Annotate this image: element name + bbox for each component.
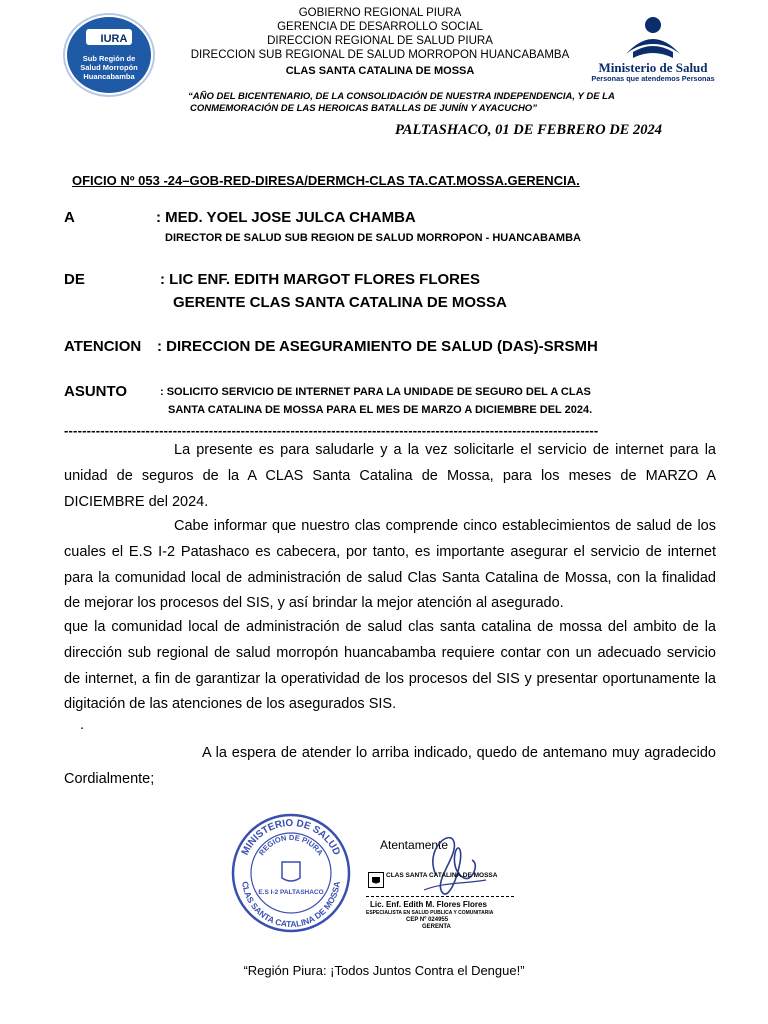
- place-date: PALTASHACO, 01 DE FEBRERO DE 2024: [395, 122, 662, 138]
- closing-text: Atentamente: [380, 838, 449, 852]
- stamp-bottom-text: CLAS SANTA CATALINA DE MOSSA: [240, 880, 342, 930]
- from-role: GERENTE CLAS SANTA CATALINA DE MOSSA: [173, 294, 507, 311]
- attention-label: ATENCION: [64, 338, 142, 355]
- header-line-1: GOBIERNO REGIONAL PIURA: [298, 7, 462, 19]
- signer-cep: CEP Nº 024955: [406, 917, 449, 923]
- stamp-mid-text: REGION DE PIURA: [257, 832, 325, 858]
- header-line-3: DIRECCION REGIONAL DE SALUD PIURA: [267, 35, 493, 47]
- svg-text:CLAS SANTA CATALINA DE MOSSA: [240, 881, 342, 929]
- svg-text:REGION DE PIURA: [257, 833, 325, 858]
- header-line-4: DIRECCION SUB REGIONAL DE SALUD MORROPON HUANCABAMBA: [190, 49, 570, 61]
- subject-label: ASUNTO: [64, 383, 128, 400]
- oficio-number: OFICIO Nº 053 -24–GOB-RED-DIRESA/DERMCH-CLAS TA.CAT.MOSSA.GERENCIA.: [72, 173, 580, 188]
- to-name: : MED. YOEL JOSE JULCA CHAMBA: [156, 209, 416, 226]
- to-role: DIRECTOR DE SALUD SUB REGION DE SALUD MORROPON - HUANCABAMBA: [165, 232, 581, 244]
- body-dot: .: [80, 717, 85, 733]
- body-paragraph-3: que la comunidad local de administración de salud clas santa catalina de mossa del ambito de la dirección sub regional de salud morropón huancabamba requiere contar con un adecuado servicio de internet, a fin de garantizar la operatividad de los procesos del SIS y presentar oportunamente la digitación de las atenciones de los asegurados SIS.: [64, 619, 716, 713]
- year-motto-line-2: CONMEMORACIÓN DE LAS HEROICAS BATALLAS DE JUNÍN Y AYACUCHO”: [190, 103, 537, 114]
- attention-value: : DIRECCION DE ASEGURAMIENTO DE SALUD (DAS)-SRSMH: [157, 338, 598, 355]
- logo-line-1: Sub Región de: [82, 54, 136, 63]
- stamp-top-text: MINISTERIO DE SALUD: [239, 817, 343, 858]
- stamp-center-text: E.S I-2 PALTASHACO: [258, 889, 324, 896]
- stamp-mini-emblem: [368, 872, 384, 888]
- body-paragraph-4: A la espera de atender lo arriba indicado, quedo de antemano muy agradecido Cordialmente;: [64, 745, 716, 787]
- separator-line: ----------------------------------------------------------------------------------------------------------------------: [64, 423, 599, 438]
- signer-role: GERENTA: [422, 924, 451, 930]
- signature-block: [364, 820, 514, 940]
- stamp-clas-title: CLAS SANTA CATALINA DE MOSSA: [386, 872, 498, 879]
- emblem-icon: [369, 873, 383, 887]
- logo-line-3: Huancabamba: [83, 72, 135, 81]
- signer-name: Lic. Enf. Edith M. Flores Flores: [370, 900, 487, 909]
- ministerio-title: Ministerio de Salud: [598, 60, 708, 75]
- subject-line-2: SANTA CATALINA DE MOSSA PARA EL MES DE MARZO A DICIEMBRE DEL 2024.: [168, 404, 593, 416]
- header-clas: CLAS SANTA CATALINA DE MOSSA: [285, 65, 475, 77]
- logo-brand: IURA: [100, 33, 128, 45]
- health-center-stamp: [230, 812, 352, 934]
- sub-region-logo: [62, 12, 156, 98]
- logo-line-2: Salud Morropón: [80, 63, 138, 72]
- body-paragraph-1: La presente es para saludarle y a la vez solicitarle el servicio de internet para la unidad de seguros de la A CLAS Santa Catalina de Mossa, para los meses de MARZO A DICIEMBRE del 2024.: [64, 442, 716, 510]
- from-name: : LIC ENF. EDITH MARGOT FLORES FLORES: [160, 271, 480, 288]
- header-line-2: GERENCIA DE DESARROLLO SOCIAL: [277, 21, 483, 33]
- signature-rule: [366, 896, 514, 897]
- ministerio-tagline: Personas que atendemos Personas: [591, 74, 715, 83]
- subject-line-1: : SOLICITO SERVICIO DE INTERNET PARA LA UNIDADE DE SEGURO DEL A CLAS: [160, 386, 591, 398]
- footer-slogan: “Región Piura: ¡Todos Juntos Contra el Dengue!”: [243, 963, 525, 978]
- year-motto-line-1: “AÑO DEL BICENTENARIO, DE LA CONSOLIDACIÓN DE NUESTRA INDEPENDENCIA, Y DE LA: [188, 91, 615, 102]
- signer-specialty: ESPECIALISTA EN SALUD PUBLICA Y COMUNITARIA: [366, 910, 494, 916]
- body-paragraph-2: Cabe informar que nuestro clas comprende cinco establecimientos de salud de los cuales el E.S I-2 Patashaco es cabecera, por tanto, es importante asegurar el servicio de internet para la comunidad local de administración de salud Clas Santa Catalina de Mossa, con la finalidad de mejorar los procesos del SIS, y así brindar la mejor atención al asegurado.: [64, 518, 716, 612]
- from-label: DE: [64, 271, 85, 288]
- ministerio-salud-logo: [588, 14, 718, 84]
- to-label: A: [64, 209, 75, 226]
